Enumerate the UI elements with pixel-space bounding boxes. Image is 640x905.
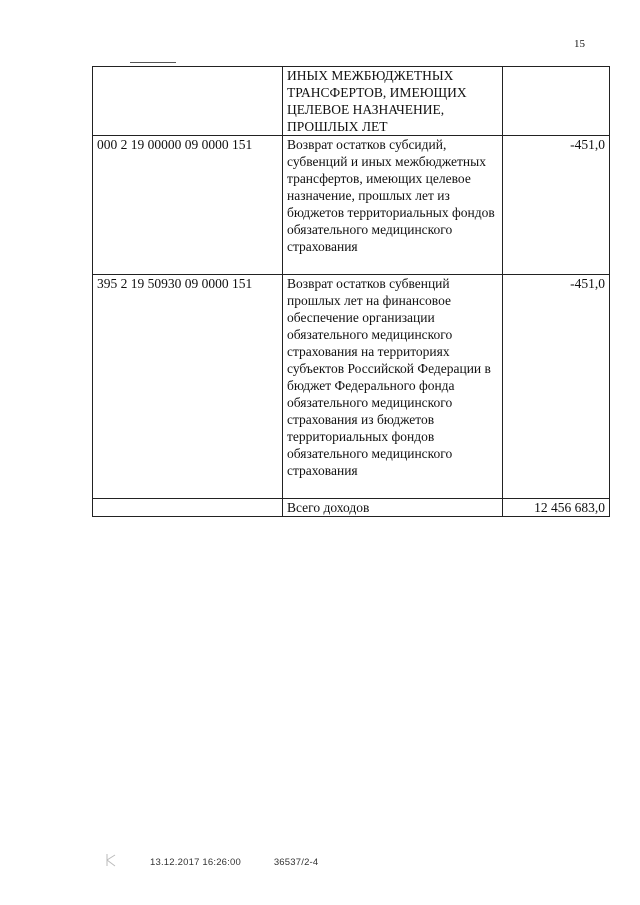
budget-code-cell: [93, 67, 283, 136]
item-name-cell: Возврат остатков субвенций прошлых лет на финансовое обеспечение организации обязательного медицинского страхования на территориях субъектов Российской Федерации в бюджет Федерального фонда обязательного медицинского страхования из бюджетов территориальных фондов обязательного медицинского страхования: [283, 275, 503, 499]
table-row: [93, 275, 610, 499]
item-name-cell: Возврат остатков субсидий, субвенций и иных межбюджетных трансфертов, имеющих целевое назначение, прошлых лет из бюджетов территориальных фондов обязательного медицинского страхования: [283, 136, 503, 275]
scan-mark-icon: [104, 852, 118, 868]
revenue-table: [92, 66, 610, 517]
total-amount: 12 456 683,0: [503, 499, 610, 517]
table-row: [93, 136, 610, 275]
amount-cell: [503, 67, 610, 136]
amount-cell: -451,0: [503, 275, 610, 499]
budget-code-cell: 000 2 19 00000 09 0000 151: [93, 136, 283, 275]
header-rule-mark: [130, 62, 176, 63]
page-number: 15: [574, 38, 585, 50]
table-row: [93, 67, 610, 136]
footer-timestamp: 13.12.2017 16:26:00: [150, 857, 241, 868]
total-label: Всего доходов: [283, 499, 503, 517]
footer-document-id: 36537/2-4: [273, 857, 319, 868]
total-row: [93, 499, 610, 517]
item-name-cell: ИНЫХ МЕЖБЮДЖЕТНЫХ ТРАНСФЕРТОВ, ИМЕЮЩИХ ЦЕЛЕВОЕ НАЗНАЧЕНИЕ, ПРОШЛЫХ ЛЕТ: [283, 67, 503, 136]
document-footer: [150, 857, 348, 868]
budget-code-cell: 395 2 19 50930 09 0000 151: [93, 275, 283, 499]
amount-cell: -451,0: [503, 136, 610, 275]
total-code-cell: [93, 499, 283, 517]
